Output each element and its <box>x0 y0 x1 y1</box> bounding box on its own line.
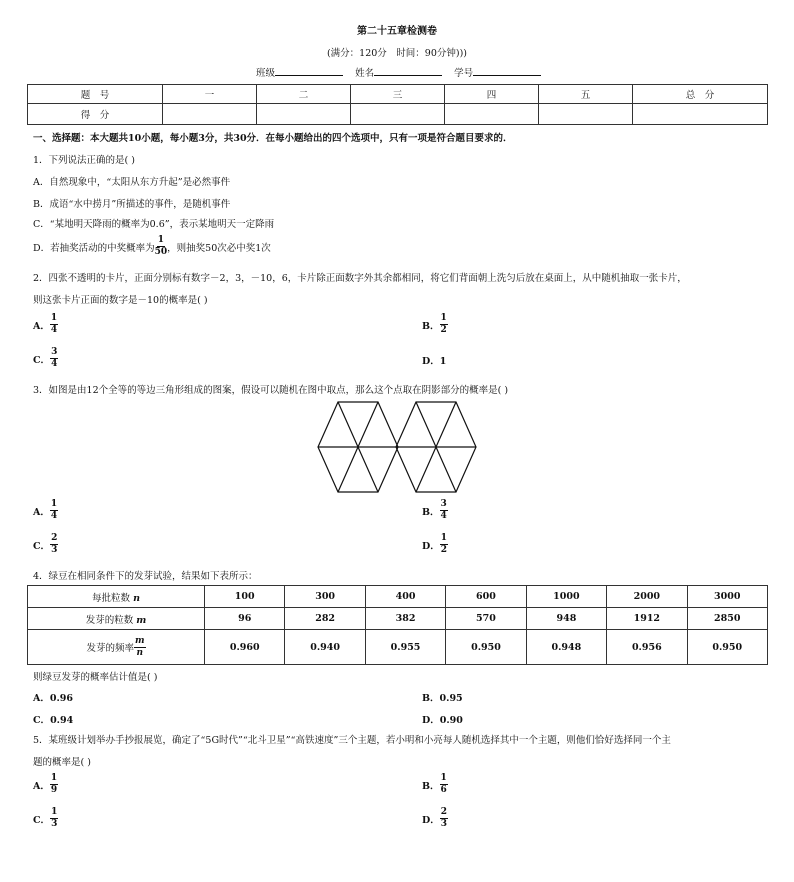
id-label: 学号 <box>454 68 474 79</box>
q5-stem-cont: 题的概率是( ) <box>33 757 91 768</box>
q1-d-text-post: ，则抽奖50次必中奖1次 <box>167 242 271 254</box>
q1-option-b: B．成语“水中捞月”所描述的事件，是随机事件 <box>33 199 231 210</box>
id-field[interactable] <box>473 66 541 76</box>
q4-question: 则绿豆发芽的概率估计值是( ) <box>33 672 158 683</box>
score-row-label: 得 分 <box>28 104 163 125</box>
q1-option-d <box>33 236 271 257</box>
q4-option-a: A．0.96 <box>33 693 74 704</box>
triangle-pattern-figure <box>316 400 478 496</box>
student-info-row <box>256 65 541 79</box>
q3-option-a: A． $\frac{1}{4}$ <box>33 499 58 521</box>
table-row-header: 发芽的频率 $\frac{m}{n}$ <box>28 630 205 665</box>
table-cell: 600 <box>446 586 526 608</box>
class-label: 班级 <box>256 68 276 79</box>
page-title: 第二十五章检测卷 <box>357 26 437 37</box>
q5-option-c: C． $\frac{1}{3}$ <box>33 807 58 829</box>
q4-stem: 4．绿豆在相同条件下的发芽试验，结果如下表所示： <box>33 571 258 582</box>
name-label: 姓名 <box>355 68 375 79</box>
table-cell: 282 <box>285 608 365 630</box>
table-cell: 0.960 <box>205 630 285 665</box>
score-header-cell: 二 <box>257 85 351 104</box>
table-cell: 400 <box>365 586 445 608</box>
q3-option-d: D． $\frac{1}{2}$ <box>422 533 448 555</box>
q5-option-a: A． $\frac{1}{9}$ <box>33 773 58 795</box>
germination-table <box>27 585 768 665</box>
q4-option-b: B．0.95 <box>422 693 463 704</box>
table-cell: 2850 <box>687 608 767 630</box>
q1-option-c: C．“某地明天降雨的概率为0.6”，表示某地明天一定降雨 <box>33 219 275 230</box>
q2-stem: 2．四张不透明的卡片，正面分别标有数字－2，3，－10，6，卡片除正面数字外其余都相同，将它们背面朝上洗匀后放在桌面上，从中随机抽取一张卡片， <box>33 273 687 284</box>
table-cell: 100 <box>205 586 285 608</box>
table-cell: 382 <box>365 608 445 630</box>
score-cell[interactable] <box>539 104 633 125</box>
q5-option-b: B． $\frac{1}{6}$ <box>422 773 447 795</box>
score-cell[interactable] <box>633 104 768 125</box>
table-cell: 0.956 <box>607 630 687 665</box>
table-cell: 0.940 <box>285 630 365 665</box>
score-header-cell: 一 <box>163 85 257 104</box>
table-cell: 1912 <box>607 608 687 630</box>
table-cell: 1000 <box>526 586 606 608</box>
q3-stem: 3．如图是由12个全等的等边三角形组成的图案，假设可以随机在图中取点，那么这个点取在阴影部分的概率是( ) <box>33 385 509 396</box>
name-field[interactable] <box>374 66 442 76</box>
q3-option-c: C． $\frac{2}{3}$ <box>33 533 58 555</box>
score-cell[interactable] <box>445 104 539 125</box>
q4-option-c: C．0.94 <box>33 715 74 726</box>
score-header-cell: 五 <box>539 85 633 104</box>
q1-d-text: D．若抽奖活动的中奖概率为 <box>33 242 155 254</box>
q5-stem: 5．某班级计划举办手抄报展览，确定了“5G时代”“北斗卫星”“高铁速度”三个主题，若小明和小亮每人随机选择其中一个主题，则他们恰好选择同一个主 <box>33 735 671 746</box>
table-cell: 96 <box>205 608 285 630</box>
q2-option-a: A． $\frac{1}{4}$ <box>33 313 58 335</box>
q5-option-d: D． $\frac{2}{3}$ <box>422 807 448 829</box>
q4-option-d: D．0.90 <box>422 715 463 726</box>
table-cell: 300 <box>285 586 365 608</box>
table-cell: 0.948 <box>526 630 606 665</box>
score-cell[interactable] <box>351 104 445 125</box>
score-cell[interactable] <box>257 104 351 125</box>
class-field[interactable] <box>275 66 343 76</box>
table-cell: 0.950 <box>687 630 767 665</box>
table-cell: 0.950 <box>446 630 526 665</box>
q1-stem: 1．下列说法正确的是( ) <box>33 155 135 166</box>
exam-meta: (满分：120分 时间：90分钟))) <box>326 48 468 59</box>
table-row-header: 发芽的粒数 m <box>28 608 205 630</box>
score-header-cell: 三 <box>351 85 445 104</box>
q2-option-c: C． $\frac{3}{4}$ <box>33 347 58 369</box>
score-header-cell: 题 号 <box>28 85 163 104</box>
table-cell: 570 <box>446 608 526 630</box>
q2-stem-cont: 则这张卡片正面的数字是－10的概率是( ) <box>33 295 208 306</box>
table-cell: 948 <box>526 608 606 630</box>
table-cell: 3000 <box>687 586 767 608</box>
table-row-header: 每批粒数 n <box>28 586 205 608</box>
q1-option-a: A．自然现象中，“太阳从东方升起”是必然事件 <box>33 177 231 188</box>
table-cell: 0.955 <box>365 630 445 665</box>
table-cell: 2000 <box>607 586 687 608</box>
q3-option-b: B． $\frac{3}{4}$ <box>422 499 447 521</box>
q1-d-fraction: $\frac{1}{50}$ <box>154 235 168 257</box>
score-cell[interactable] <box>163 104 257 125</box>
q2-option-b: B． $\frac{1}{2}$ <box>422 313 447 335</box>
score-header-cell: 四 <box>445 85 539 104</box>
section-heading: 一、选择题：本大题共10小题，每小题3分，共30分．在每小题给出的四个选项中，只有一项是符合题目要求的． <box>33 133 513 144</box>
score-table <box>27 84 768 125</box>
score-header-cell: 总 分 <box>633 85 768 104</box>
q2-option-d: D．1 <box>422 356 447 367</box>
